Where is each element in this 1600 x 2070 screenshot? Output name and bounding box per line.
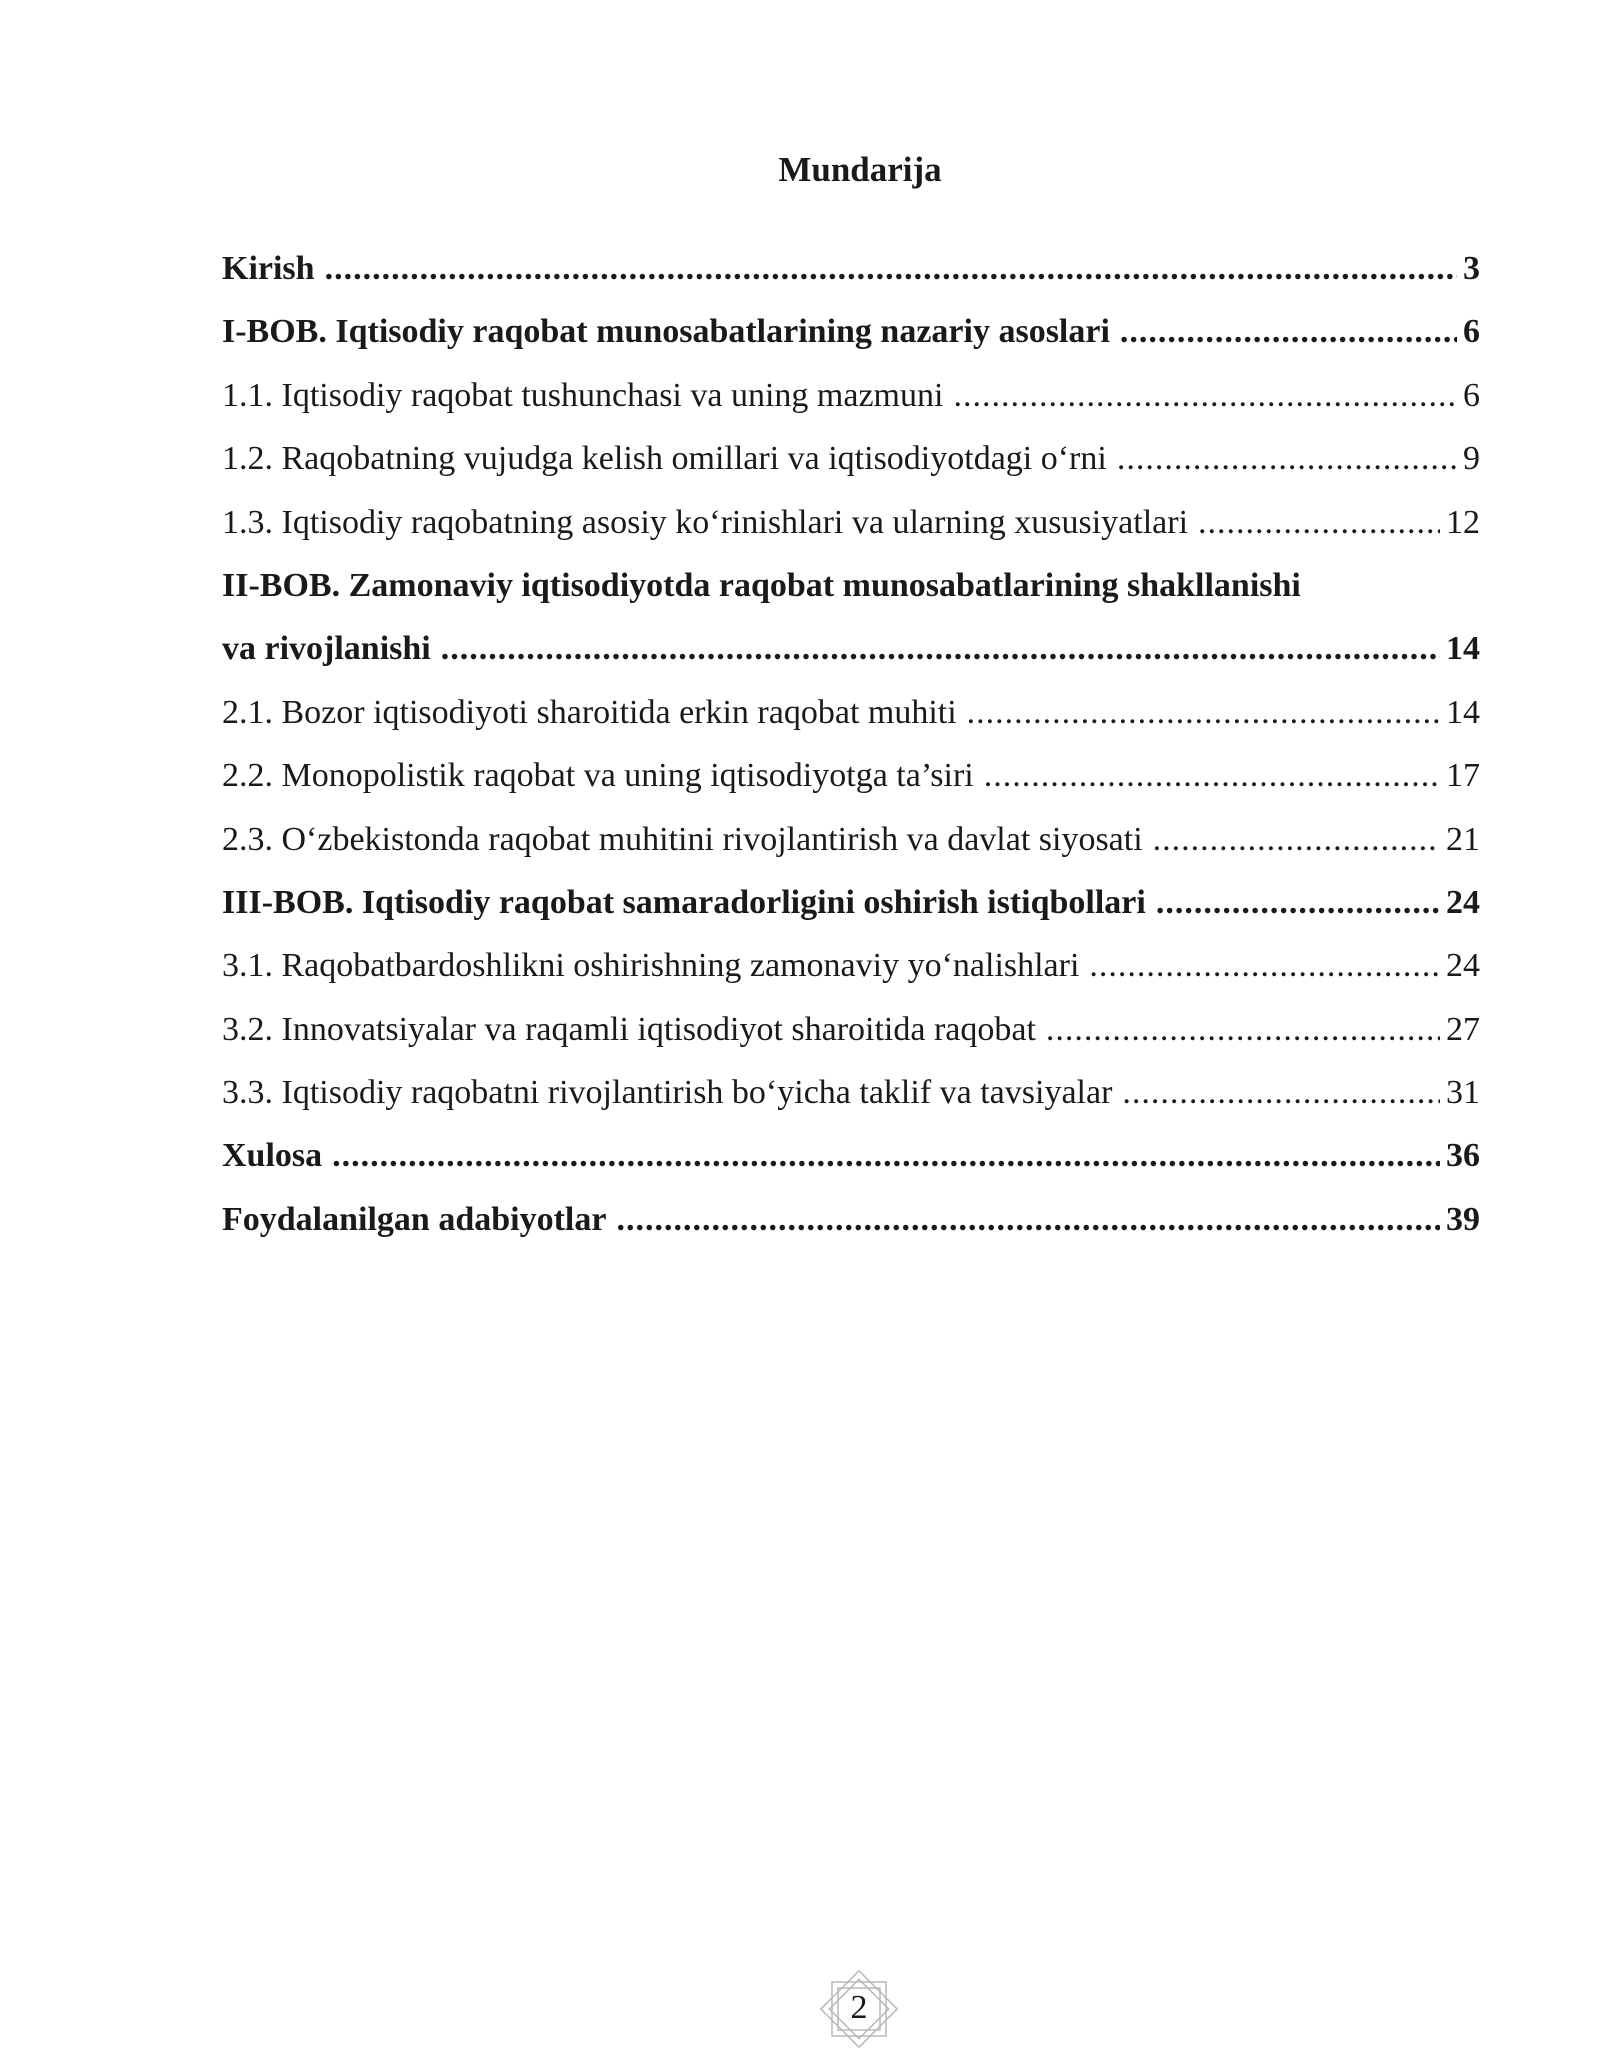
toc-dot-leader (967, 691, 1440, 735)
toc-entry-label: 2.1. Bozor iqtisodiyoti sharoitida erkin raqobat muhiti (222, 693, 957, 731)
toc-entry-label: 3.2. Innovatsiyalar va raqamli iqtisodiyot sharoitida raqobat (222, 1010, 1036, 1048)
toc-entry-references[interactable] (222, 1198, 1480, 1261)
toc-entry-label: III-BOB. Iqtisodiy raqobat samaradorligini oshirish istiqbollari (222, 883, 1146, 921)
toc-entry-section-2-3[interactable] (222, 818, 1480, 881)
toc-entry-label: 3.1. Raqobatbardoshlikni oshirishning zamonaviy yo‘nalishlari (222, 947, 1080, 985)
toc-entry-chapter-3[interactable] (222, 881, 1480, 944)
toc-dot-leader (1198, 501, 1440, 545)
toc-entry-section-3-3[interactable] (222, 1071, 1480, 1134)
toc-entry-chapter-2[interactable] (222, 627, 1480, 690)
toc-entry-kirish[interactable] (222, 247, 1480, 310)
toc-dot-leader (616, 1198, 1440, 1242)
toc-page-number: 3 (1463, 250, 1480, 287)
toc-dot-leader (984, 754, 1440, 798)
toc-entry-label: 3.3. Iqtisodiy raqobatni rivojlantirish bo‘yicha taklif va tavsiyalar (222, 1074, 1113, 1112)
toc-entry-label: I-BOB. Iqtisodiy raqobat munosabatlarining nazariy asoslari (222, 313, 1110, 351)
toc-dot-leader (1153, 818, 1440, 862)
toc-dot-leader (953, 374, 1457, 418)
toc-entry-section-1-1[interactable] (222, 374, 1480, 437)
toc-dot-leader (1156, 881, 1440, 925)
toc-entry-label: 1.1. Iqtisodiy raqobat tushunchasi va uning mazmuni (222, 376, 944, 414)
toc-page-number: 6 (1463, 376, 1480, 414)
toc-page-number: 9 (1463, 440, 1480, 478)
toc-entry-label: va rivojlanishi (222, 630, 431, 668)
toc-page-number: 36 (1446, 1137, 1480, 1175)
toc-entry-section-1-3[interactable] (222, 501, 1480, 564)
toc-page-number: 12 (1446, 503, 1480, 541)
toc-dot-leader (1117, 437, 1457, 481)
page-title: Mundarija (778, 150, 942, 189)
page-number-ornament (818, 1968, 900, 2050)
toc-entry-chapter-1[interactable] (222, 310, 1480, 373)
toc-entry-label: Kirish (222, 250, 315, 287)
toc-dot-leader (441, 627, 1440, 671)
toc-entry-label: Foydalanilgan adabiyotlar (222, 1200, 607, 1238)
toc-page-number: 27 (1446, 1010, 1480, 1048)
toc-page-number: 14 (1446, 630, 1480, 668)
toc-entry-label: 2.2. Monopolistik raqobat va uning iqtisodiyotga ta’siri (222, 757, 974, 795)
toc-entry-label: 2.3. O‘zbekistonda raqobat muhitini rivojlantirish va davlat siyosati (222, 820, 1143, 858)
toc-page-number: 14 (1446, 693, 1480, 731)
toc-entry-section-3-1[interactable] (222, 944, 1480, 1007)
toc-dot-leader (325, 247, 1457, 291)
toc-page-number: 39 (1446, 1200, 1480, 1238)
toc-dot-leader (332, 1134, 1440, 1178)
toc-dot-leader (1120, 310, 1457, 354)
toc-page-number: 31 (1446, 1074, 1480, 1112)
toc-dot-leader (1046, 1008, 1440, 1052)
page-number: 2 (850, 1989, 868, 2026)
toc-entry-section-2-1[interactable] (222, 691, 1480, 754)
toc-entry-xulosa[interactable] (222, 1134, 1480, 1197)
toc-dot-leader (1122, 1071, 1440, 1115)
table-of-contents (222, 247, 1480, 1261)
toc-page-number: 21 (1446, 820, 1480, 858)
toc-entry-section-1-2[interactable] (222, 437, 1480, 500)
toc-entry-section-2-2[interactable] (222, 754, 1480, 817)
toc-entry-label: 1.2. Raqobatning vujudga kelish omillari va iqtisodiyotdagi o‘rni (222, 440, 1107, 478)
toc-entry-section-3-2[interactable] (222, 1008, 1480, 1071)
toc-page-number: 6 (1463, 313, 1480, 351)
toc-entry-chapter-2-line1[interactable] (222, 564, 1480, 627)
toc-page-number: 17 (1446, 757, 1480, 795)
toc-dot-leader (1089, 944, 1440, 988)
toc-entry-label: II-BOB. Zamonaviy iqtisodiyotda raqobat munosabatlarining shakllanishi (222, 566, 1301, 604)
toc-entry-label: 1.3. Iqtisodiy raqobatning asosiy ko‘rinishlari va ularning xususiyatlari (222, 503, 1189, 541)
toc-page-number: 24 (1446, 947, 1480, 985)
toc-entry-label: Xulosa (222, 1137, 323, 1175)
toc-page-number: 24 (1446, 883, 1480, 921)
